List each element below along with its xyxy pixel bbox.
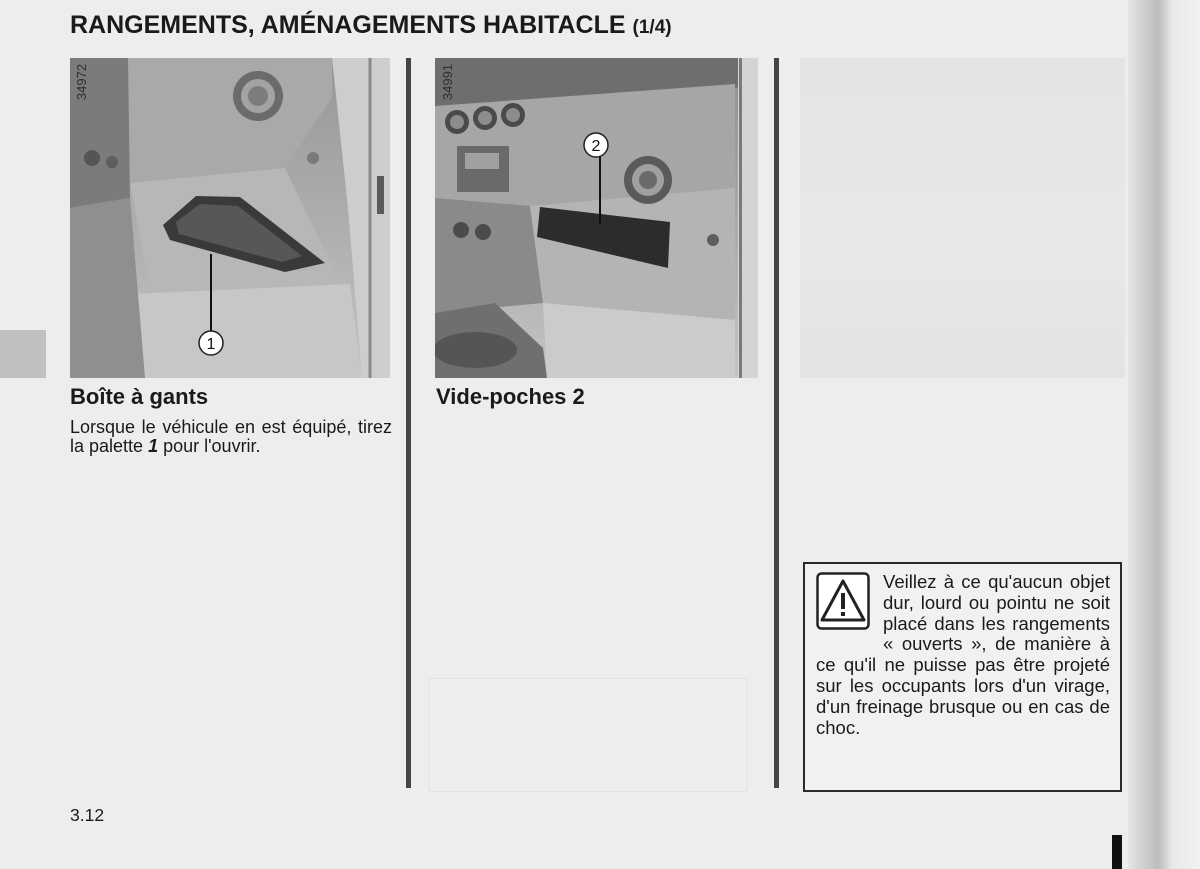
section-heading-glovebox: Boîte à gants [70, 384, 209, 409]
section-tab-marker [0, 330, 46, 378]
column-divider [774, 58, 779, 788]
faint-bleed-through-box [428, 678, 748, 792]
figure-ref-label: 34991 [440, 63, 455, 101]
callout-2: 2 [591, 138, 601, 155]
warning-text: Veillez à ce qu'aucun objet dur, lourd ou pointu ne soit placé dans les rangements « ouverts », de manière à ce qu'il ne puisse pas être projeté sur les occupants lors d'un virage, d'un freinage brusque ou en cas de choc. [816, 571, 1110, 738]
glovebox-text-end: pour l'ouvrir. [158, 435, 261, 456]
page-number: 3.12 [70, 805, 105, 825]
warning-triangle-icon [816, 572, 870, 630]
photo-storage-tray [435, 58, 758, 378]
page-title-text: RANGEMENTS, AMÉNAGEMENTS HABITACLE [70, 11, 626, 39]
faint-bleed-through-photo [800, 58, 1125, 378]
glovebox-text-ref: 1 [148, 435, 159, 456]
section-heading-storage-tray: Vide-poches 2 [436, 384, 585, 409]
page-title [70, 9, 672, 44]
page-title-part: (1/4) [632, 17, 672, 38]
photo-glovebox [70, 58, 390, 378]
binding-mark [1112, 835, 1122, 869]
glovebox-text-start: Lorsque le véhicule en est équipé, tirez la palette [70, 417, 392, 456]
storage-tray-illustration [435, 58, 758, 378]
column-divider [406, 58, 411, 788]
page-edge-shadow [1128, 0, 1200, 869]
glovebox-illustration [70, 58, 390, 378]
callout-1: 1 [206, 336, 216, 353]
figure-ref-label: 34972 [74, 63, 89, 101]
warning-box [803, 562, 1122, 792]
section-text-glovebox [70, 418, 392, 455]
